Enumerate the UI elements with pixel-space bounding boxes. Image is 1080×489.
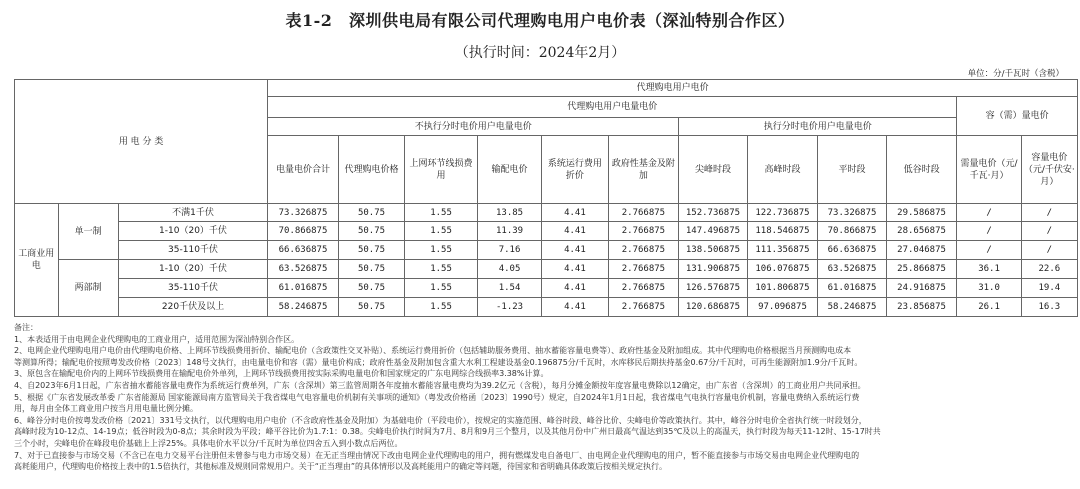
value-cell: 4.41 bbox=[542, 298, 608, 317]
col-header: 系统运行费用折价 bbox=[542, 136, 608, 204]
value-cell: 122.736875 bbox=[747, 204, 818, 222]
value-cell: 2.766875 bbox=[608, 241, 679, 260]
value-cell: 4.41 bbox=[542, 279, 608, 298]
voltage-level: 35-110千伏 bbox=[118, 241, 267, 260]
col-header: 上网环节线损费用 bbox=[405, 136, 478, 204]
voltage-level: 不满1千伏 bbox=[118, 204, 267, 222]
voltage-level: 1-10（20）千伏 bbox=[118, 222, 267, 241]
note-line: 三个小时，尖峰电价在峰段电价基础上上浮25%。具体电价水平以分/千瓦时为单位四舍五入到小数点后两位。 bbox=[14, 438, 403, 448]
value-cell: 73.326875 bbox=[268, 204, 339, 222]
value-cell: 2.766875 bbox=[608, 260, 679, 279]
voltage-level: 1-10（20）千伏 bbox=[118, 260, 267, 279]
note-line: 7、对于已直接参与市场交易（不含已在电力交易平台注册但未曾参与电力市场交易）在无正当理由情况下改由电网企业代理购电的用户，拥有燃煤发电自备电厂、由电网企业代理购电的用户，暂不能直接参与市场交易由电网企业代理购电的 bbox=[14, 450, 860, 460]
value-cell: 111.356875 bbox=[747, 241, 818, 260]
value-cell: 58.246875 bbox=[268, 298, 339, 317]
note-line: 3、原包含在输配电价内的上网环节线损费用在输配电价外单列，上网环节线损费用按实际采购电量电价和国家规定的广东电网综合线损率3.38%计算。 bbox=[14, 369, 549, 379]
value-cell: 27.046875 bbox=[886, 241, 957, 260]
value-cell: 66.636875 bbox=[818, 241, 887, 260]
value-cell: 120.686875 bbox=[679, 298, 748, 317]
value-cell: 1.54 bbox=[477, 279, 541, 298]
col-header: 需量电价（元/千瓦·月） bbox=[957, 136, 1021, 204]
table-title: 表1-2 深圳供电局有限公司代理购电用户电价表（深汕特别合作区） bbox=[285, 11, 795, 30]
value-cell: 101.806875 bbox=[747, 279, 818, 298]
notes-section bbox=[14, 322, 1074, 473]
value-cell: / bbox=[1021, 241, 1077, 260]
voltage-level: 220千伏及以上 bbox=[118, 298, 267, 317]
value-cell: 1.55 bbox=[405, 279, 478, 298]
note-line: 用，每月由全体工商业用户按当月用电量比例分摊。 bbox=[14, 404, 198, 414]
value-cell: 50.75 bbox=[338, 241, 404, 260]
energy-price-header: 代理购电用户电量电价 bbox=[268, 97, 957, 118]
table-row bbox=[15, 279, 1078, 298]
value-cell: 4.41 bbox=[542, 222, 608, 241]
value-cell: / bbox=[1021, 204, 1077, 222]
col-header: 电量电价合计 bbox=[268, 136, 339, 204]
voltage-level: 35-110千伏 bbox=[118, 279, 267, 298]
value-cell: 7.16 bbox=[477, 241, 541, 260]
value-cell: 1.55 bbox=[405, 298, 478, 317]
value-cell: 19.4 bbox=[1021, 279, 1077, 298]
value-cell: 2.766875 bbox=[608, 204, 679, 222]
value-cell: 11.39 bbox=[477, 222, 541, 241]
value-cell: 61.016875 bbox=[818, 279, 887, 298]
value-cell: 73.326875 bbox=[818, 204, 887, 222]
note-line: 等测算所得；输配电价按照粤发改价格〔2023〕148号文执行，由电量电价和容（需）量电价构成；政府性基金及附加包含重大水利工程建设基金0.196875分/千瓦时，水库移民后期扶持基金0.67分/千瓦时，可再生能源附加1.9分/千瓦时。 bbox=[14, 357, 863, 367]
row-group-label: 工商业用电 bbox=[15, 204, 59, 317]
value-cell: 70.866875 bbox=[268, 222, 339, 241]
note-line: 5、根据《广东省发展改革委 广东省能源局 国家能源局南方监管局关于我省煤电气电容量电价机制有关事项的通知》（粤发改价格函〔2023〕1990号）规定，自2024年1月1日起，我省煤电气电执行容量电价机制，容量电费纳入系统运行费 bbox=[14, 392, 860, 402]
value-cell: 4.05 bbox=[477, 260, 541, 279]
value-cell: 50.75 bbox=[338, 222, 404, 241]
value-cell: / bbox=[957, 204, 1021, 222]
value-cell: 63.526875 bbox=[268, 260, 339, 279]
value-cell: 50.75 bbox=[338, 260, 404, 279]
note-line: 2、电网企业代理购电用户电价由代理购电价格、上网环节线损费用折价、输配电价（含政策性交叉补贴）、系统运行费用折价（包括辅助服务费用、抽水蓄能容量电费等）、政府性基金及附加组成。其中代理购电价格根据当月预测购电成本 bbox=[14, 346, 852, 356]
value-cell: 66.636875 bbox=[268, 241, 339, 260]
value-cell: 23.856875 bbox=[886, 298, 957, 317]
non-tou-header: 不执行分时电价用户电量电价 bbox=[268, 118, 679, 136]
capacity-price-header: 容（需）量电价 bbox=[957, 97, 1078, 136]
col-header: 低谷时段 bbox=[886, 136, 957, 204]
value-cell: 28.656875 bbox=[886, 222, 957, 241]
effective-date: （执行时间：2024年2月） bbox=[454, 45, 626, 61]
value-cell: 16.3 bbox=[1021, 298, 1077, 317]
tou-header: 执行分时电价用户电量电价 bbox=[679, 118, 957, 136]
note-line: 高峰时段为10-12点、14-19点；低谷时段为0-8点；其余时段为平段；峰平谷比价为1.7:1：0.38。尖峰电价执行时间为7月、8月和9月三个整月，以及其他月份中广州日最高气温达到35℃及以上的高温天，执行时段为每天11-12时、15-17时共 bbox=[14, 427, 881, 437]
unit-label: 单位：分/千瓦时（含税） bbox=[967, 69, 1064, 79]
value-cell: 97.096875 bbox=[747, 298, 818, 317]
value-cell: 4.41 bbox=[542, 241, 608, 260]
value-cell: 26.1 bbox=[957, 298, 1021, 317]
value-cell: 106.076875 bbox=[747, 260, 818, 279]
value-cell: 126.576875 bbox=[679, 279, 748, 298]
col-header: 输配电价 bbox=[477, 136, 541, 204]
col-header: 代理购电价格 bbox=[338, 136, 404, 204]
two-part-label: 两部制 bbox=[58, 260, 118, 317]
value-cell: 138.506875 bbox=[679, 241, 748, 260]
table-row bbox=[15, 260, 1078, 279]
table-row bbox=[15, 222, 1078, 241]
price-table bbox=[14, 79, 1078, 317]
table-row bbox=[15, 241, 1078, 260]
value-cell: 61.016875 bbox=[268, 279, 339, 298]
col-header: 政府性基金及附加 bbox=[608, 136, 679, 204]
value-cell: 4.41 bbox=[542, 204, 608, 222]
note-line: 1、本表适用于由电网企业代理购电的工商业用户，适用范围为深汕特别合作区。 bbox=[14, 334, 300, 344]
value-cell: 31.0 bbox=[957, 279, 1021, 298]
value-cell: 2.766875 bbox=[608, 222, 679, 241]
value-cell: 147.496875 bbox=[679, 222, 748, 241]
value-cell: 152.736875 bbox=[679, 204, 748, 222]
value-cell: 1.55 bbox=[405, 222, 478, 241]
value-cell: 118.546875 bbox=[747, 222, 818, 241]
note-line: 备注： bbox=[14, 323, 38, 332]
value-cell: 2.766875 bbox=[608, 279, 679, 298]
value-cell: 4.41 bbox=[542, 260, 608, 279]
value-cell: / bbox=[957, 241, 1021, 260]
value-cell: 70.866875 bbox=[818, 222, 887, 241]
value-cell: 1.55 bbox=[405, 204, 478, 222]
table-row bbox=[15, 298, 1078, 317]
value-cell: 58.246875 bbox=[818, 298, 887, 317]
value-cell: 50.75 bbox=[338, 204, 404, 222]
value-cell: 50.75 bbox=[338, 279, 404, 298]
col-header: 容量电价（元/千伏安·月） bbox=[1021, 136, 1077, 204]
proxy-price-header: 代理购电用户电价 bbox=[268, 80, 1078, 97]
col-header: 平时段 bbox=[818, 136, 887, 204]
note-line: 6、峰谷分时电价按粤发改价格〔2021〕331号文执行，以代理购电用户电价（不含政府性基金及附加）为基础电价（平段电价），按规定的实施范围、峰谷时段、峰谷比价、尖峰电价等政策执行。其中，峰谷分时电价全省执行统一时段划分， bbox=[14, 415, 867, 425]
single-part-label: 单一制 bbox=[58, 204, 118, 260]
note-line: 4、自2023年6月1日起，广东省抽水蓄能容量电费作为系统运行费单列，广东（含深圳）第三监管周期各年度抽水蓄能容量电费均为39.2亿元（含税），每月分摊金额按年度容量电费除以12确定，由广东省（含深圳）的工商业用户共同承担。 bbox=[14, 380, 866, 390]
value-cell: -1.23 bbox=[477, 298, 541, 317]
value-cell: 29.586875 bbox=[886, 204, 957, 222]
col-header: 高峰时段 bbox=[747, 136, 818, 204]
value-cell: 1.55 bbox=[405, 241, 478, 260]
col-header: 尖峰时段 bbox=[679, 136, 748, 204]
value-cell: 50.75 bbox=[338, 298, 404, 317]
value-cell: 63.526875 bbox=[818, 260, 887, 279]
value-cell: 1.55 bbox=[405, 260, 478, 279]
value-cell: / bbox=[957, 222, 1021, 241]
value-cell: 25.866875 bbox=[886, 260, 957, 279]
category-header: 用 电 分 类 bbox=[15, 80, 268, 204]
value-cell: / bbox=[1021, 222, 1077, 241]
value-cell: 24.916875 bbox=[886, 279, 957, 298]
value-cell: 131.906875 bbox=[679, 260, 748, 279]
value-cell: 36.1 bbox=[957, 260, 1021, 279]
value-cell: 2.766875 bbox=[608, 298, 679, 317]
value-cell: 13.85 bbox=[477, 204, 541, 222]
note-line: 高耗能用户，代理购电价格按上表中的1.5倍执行，其他标准及规则同常规用户。关于“正当理由”的具体情形以及高耗能用户的确定等问题，待国家和省明确具体政策后按相关规定执行。 bbox=[14, 462, 668, 472]
value-cell: 22.6 bbox=[1021, 260, 1077, 279]
table-row bbox=[15, 204, 1078, 222]
